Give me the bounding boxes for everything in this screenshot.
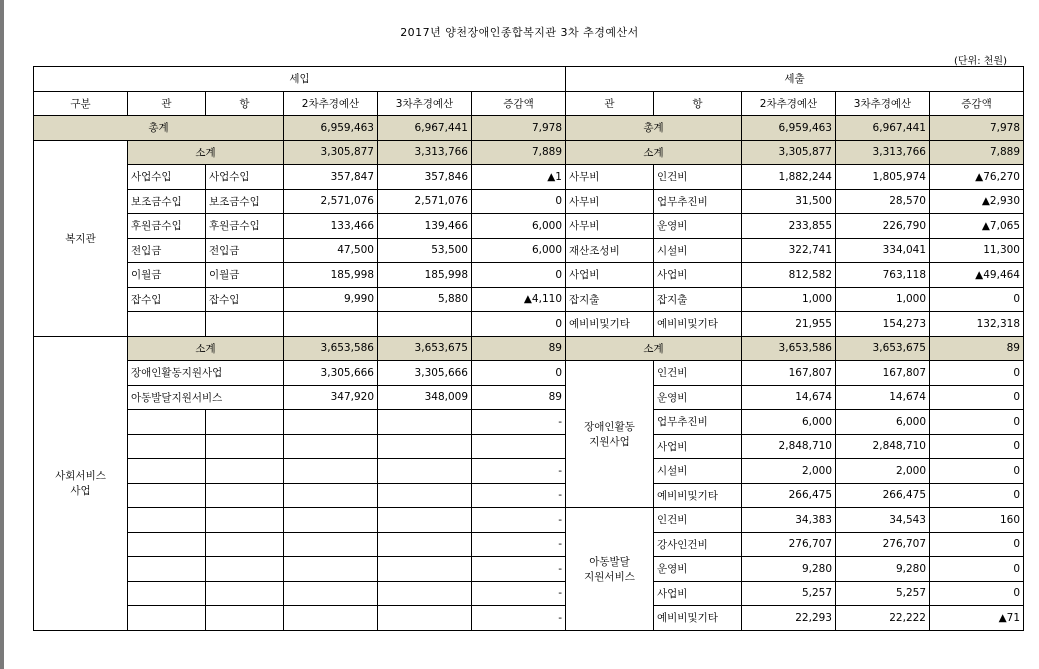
social-subtotal-exdiff: 89 <box>930 336 1024 361</box>
expense-budget3-cell: 334,041 <box>836 238 930 263</box>
income-diff-cell: ▲1 <box>472 165 566 190</box>
expense-diff-cell: ▲7,065 <box>930 214 1024 239</box>
expense-hang-cell: 예비비및기타 <box>654 483 742 508</box>
expense-diff-cell: 0 <box>930 410 1024 435</box>
expense-diff-cell: 11,300 <box>930 238 1024 263</box>
income-budget3-cell <box>378 483 472 508</box>
expense-diff-cell: 0 <box>930 483 1024 508</box>
expense-budget3-cell: 167,807 <box>836 361 930 386</box>
income-hang-cell <box>206 606 284 631</box>
table-row <box>34 508 1024 533</box>
income-budget2-cell <box>284 312 378 337</box>
expense-budget2-cell: 5,257 <box>742 581 836 606</box>
income-hang-cell: 사업수입 <box>206 165 284 190</box>
income-budget3-cell: 357,846 <box>378 165 472 190</box>
total-expense-budget3: 6,967,441 <box>836 116 930 141</box>
income-hang-cell <box>206 434 284 459</box>
expense-budget2-cell: 22,293 <box>742 606 836 631</box>
expense-budget3-cell: 34,543 <box>836 508 930 533</box>
col-header-gwan: 관 <box>128 91 206 116</box>
table-row <box>34 214 1024 239</box>
income-diff-cell: - <box>472 606 566 631</box>
total-income-budget3: 6,967,441 <box>378 116 472 141</box>
table-row <box>34 434 1024 459</box>
income-budget3-cell <box>378 606 472 631</box>
table-row <box>34 165 1024 190</box>
welfare-subtotal-row <box>34 140 1024 165</box>
group2-line1: 아동발달 <box>589 555 630 568</box>
expense-diff-cell: 0 <box>930 287 1024 312</box>
welfare-subtotal-in3: 3,313,766 <box>378 140 472 165</box>
expense-hang-cell: 시설비 <box>654 238 742 263</box>
header-row-columns <box>34 91 1024 116</box>
expense-budget2-cell: 34,383 <box>742 508 836 533</box>
expense-budget2-cell: 167,807 <box>742 361 836 386</box>
income-hang-cell <box>206 312 284 337</box>
expense-hang-cell: 잡지출 <box>654 287 742 312</box>
table-row <box>34 532 1024 557</box>
col-header-budget2: 2차추경예산 <box>284 91 378 116</box>
income-budget2-cell <box>284 434 378 459</box>
window-left-edge <box>0 0 4 669</box>
table-row <box>34 287 1024 312</box>
expense-budget2-cell: 266,475 <box>742 483 836 508</box>
income-budget3-cell <box>378 312 472 337</box>
income-budget2-cell <box>284 410 378 435</box>
expense-hang-cell: 시설비 <box>654 459 742 484</box>
social-subtotal-ex2: 3,653,586 <box>742 336 836 361</box>
expense-budget2-cell: 9,280 <box>742 557 836 582</box>
expense-hang-cell: 예비비및기타 <box>654 312 742 337</box>
income-budget3-cell <box>378 459 472 484</box>
income-budget3-cell: 348,009 <box>378 385 472 410</box>
income-budget2-cell: 9,990 <box>284 287 378 312</box>
income-diff-cell: - <box>472 410 566 435</box>
expense-budget3-cell: 226,790 <box>836 214 930 239</box>
expense-gwan-cell: 재산조성비 <box>566 238 654 263</box>
social-subtotal-in2: 3,653,586 <box>284 336 378 361</box>
income-gwan-cell <box>128 459 206 484</box>
income-gwan-cell: 사업수입 <box>128 165 206 190</box>
income-diff-cell: - <box>472 508 566 533</box>
income-diff-cell: 0 <box>472 312 566 337</box>
income-diff-cell: 89 <box>472 385 566 410</box>
income-hang-cell <box>206 581 284 606</box>
income-budget2-cell: 47,500 <box>284 238 378 263</box>
expense-hang-cell: 강사인건비 <box>654 532 742 557</box>
expense-hang-cell: 사업비 <box>654 434 742 459</box>
expense-gwan-cell: 사무비 <box>566 165 654 190</box>
expense-budget3-cell: 6,000 <box>836 410 930 435</box>
income-budget3-cell: 3,305,666 <box>378 361 472 386</box>
expense-hang-cell: 인건비 <box>654 165 742 190</box>
income-gwan-cell: 후원금수입 <box>128 214 206 239</box>
income-gwan-cell <box>128 483 206 508</box>
expense-hang-cell: 운영비 <box>654 557 742 582</box>
income-hang-cell: 전입금 <box>206 238 284 263</box>
table-row <box>34 385 1024 410</box>
expense-diff-cell: ▲2,930 <box>930 189 1024 214</box>
expense-budget2-cell: 276,707 <box>742 532 836 557</box>
income-budget3-cell <box>378 508 472 533</box>
income-header: 세입 <box>34 67 566 92</box>
expense-gwan-cell: 예비비및기타 <box>566 312 654 337</box>
income-diff-cell: - <box>472 557 566 582</box>
income-budget2-cell <box>284 581 378 606</box>
income-gwan-cell: 아동발달지원서비스 <box>128 385 284 410</box>
expense-diff-cell: 0 <box>930 385 1024 410</box>
expense-budget3-cell: 763,118 <box>836 263 930 288</box>
expense-budget3-cell: 1,000 <box>836 287 930 312</box>
income-budget2-cell <box>284 508 378 533</box>
social-category-line2: 사업 <box>70 485 91 497</box>
col-header-expense-budget3: 3차추경예산 <box>836 91 930 116</box>
col-header-diff: 증감액 <box>472 91 566 116</box>
income-diff-cell: ▲4,110 <box>472 287 566 312</box>
expense-budget2-cell: 2,848,710 <box>742 434 836 459</box>
total-income-budget2: 6,959,463 <box>284 116 378 141</box>
expense-header: 세출 <box>566 67 1024 92</box>
income-budget2-cell <box>284 606 378 631</box>
expense-hang-cell: 예비비및기타 <box>654 606 742 631</box>
budget-table <box>33 66 1024 631</box>
expense-hang-cell: 업무추진비 <box>654 410 742 435</box>
social-subtotal-row <box>34 336 1024 361</box>
expense-gwan-cell: 사무비 <box>566 214 654 239</box>
income-diff-cell: 0 <box>472 263 566 288</box>
income-diff-cell: - <box>472 459 566 484</box>
expense-budget2-cell: 1,882,244 <box>742 165 836 190</box>
expense-budget2-cell: 6,000 <box>742 410 836 435</box>
income-diff-cell: - <box>472 483 566 508</box>
income-hang-cell <box>206 532 284 557</box>
table-row <box>34 263 1024 288</box>
col-header-expense-budget2: 2차추경예산 <box>742 91 836 116</box>
expense-hang-cell: 인건비 <box>654 361 742 386</box>
income-budget2-cell <box>284 483 378 508</box>
col-header-expense-diff: 증감액 <box>930 91 1024 116</box>
expense-diff-cell: 0 <box>930 532 1024 557</box>
income-diff-cell: 0 <box>472 361 566 386</box>
expense-budget3-cell: 276,707 <box>836 532 930 557</box>
income-diff-cell: - <box>472 532 566 557</box>
income-gwan-cell <box>128 312 206 337</box>
expense-hang-cell: 업무추진비 <box>654 189 742 214</box>
expense-diff-cell: 0 <box>930 434 1024 459</box>
social-subtotal-indiff: 89 <box>472 336 566 361</box>
welfare-subtotal-label-expense: 소계 <box>566 140 742 165</box>
total-label-income: 총계 <box>34 116 284 141</box>
income-budget2-cell <box>284 459 378 484</box>
expense-diff-cell: 0 <box>930 581 1024 606</box>
expense-diff-cell: 0 <box>930 557 1024 582</box>
income-budget2-cell <box>284 532 378 557</box>
income-budget2-cell: 133,466 <box>284 214 378 239</box>
social-subtotal-label-expense: 소계 <box>566 336 742 361</box>
expense-diff-cell: ▲76,270 <box>930 165 1024 190</box>
expense-budget3-cell: 154,273 <box>836 312 930 337</box>
income-budget3-cell: 5,880 <box>378 287 472 312</box>
col-header-expense-gwan: 관 <box>566 91 654 116</box>
social-subtotal-ex3: 3,653,675 <box>836 336 930 361</box>
income-budget3-cell: 2,571,076 <box>378 189 472 214</box>
welfare-subtotal-ex3: 3,313,766 <box>836 140 930 165</box>
expense-budget3-cell: 28,570 <box>836 189 930 214</box>
income-budget3-cell: 139,466 <box>378 214 472 239</box>
expense-budget3-cell: 14,674 <box>836 385 930 410</box>
expense-budget2-cell: 21,955 <box>742 312 836 337</box>
income-hang-cell <box>206 459 284 484</box>
income-gwan-cell <box>128 410 206 435</box>
group1-line2: 지원사업 <box>589 436 630 448</box>
expense-diff-cell: 0 <box>930 361 1024 386</box>
expense-gwan-cell: 잡지출 <box>566 287 654 312</box>
welfare-subtotal-in2: 3,305,877 <box>284 140 378 165</box>
welfare-category-label: 복지관 <box>34 140 128 336</box>
expense-budget2-cell: 14,674 <box>742 385 836 410</box>
expense-budget2-cell: 1,000 <box>742 287 836 312</box>
expense-budget3-cell: 2,848,710 <box>836 434 930 459</box>
welfare-subtotal-indiff: 7,889 <box>472 140 566 165</box>
expense-diff-cell: ▲71 <box>930 606 1024 631</box>
table-row <box>34 483 1024 508</box>
income-gwan-cell: 이월금 <box>128 263 206 288</box>
income-gwan-cell: 전입금 <box>128 238 206 263</box>
col-header-expense-hang: 항 <box>654 91 742 116</box>
welfare-subtotal-exdiff: 7,889 <box>930 140 1024 165</box>
social-category-line1: 사회서비스 <box>55 470 106 482</box>
income-hang-cell <box>206 483 284 508</box>
social-subtotal-label: 소계 <box>128 336 284 361</box>
income-budget2-cell: 347,920 <box>284 385 378 410</box>
expense-budget2-cell: 812,582 <box>742 263 836 288</box>
expense-group-child-development <box>566 508 654 631</box>
income-hang-cell <box>206 508 284 533</box>
income-budget2-cell <box>284 557 378 582</box>
income-diff-cell: 0 <box>472 189 566 214</box>
table-row <box>34 361 1024 386</box>
col-header-hang: 항 <box>206 91 284 116</box>
income-budget2-cell: 357,847 <box>284 165 378 190</box>
total-expense-budget2: 6,959,463 <box>742 116 836 141</box>
income-gwan-cell <box>128 532 206 557</box>
table-row <box>34 606 1024 631</box>
income-gwan-cell: 장애인활동지원사업 <box>128 361 284 386</box>
expense-budget3-cell: 2,000 <box>836 459 930 484</box>
expense-budget2-cell: 2,000 <box>742 459 836 484</box>
income-gwan-cell <box>128 557 206 582</box>
income-hang-cell <box>206 410 284 435</box>
income-gwan-cell <box>128 581 206 606</box>
total-expense-diff: 7,978 <box>930 116 1024 141</box>
income-hang-cell: 후원금수입 <box>206 214 284 239</box>
expense-hang-cell: 사업비 <box>654 581 742 606</box>
welfare-subtotal-label: 소계 <box>128 140 284 165</box>
income-budget2-cell: 2,571,076 <box>284 189 378 214</box>
income-budget3-cell <box>378 557 472 582</box>
income-hang-cell: 보조금수입 <box>206 189 284 214</box>
social-subtotal-in3: 3,653,675 <box>378 336 472 361</box>
income-diff-cell: 6,000 <box>472 238 566 263</box>
income-hang-cell <box>206 557 284 582</box>
col-header-budget3: 3차추경예산 <box>378 91 472 116</box>
expense-budget2-cell: 233,855 <box>742 214 836 239</box>
table-row <box>34 459 1024 484</box>
income-gwan-cell: 보조금수입 <box>128 189 206 214</box>
expense-budget2-cell: 322,741 <box>742 238 836 263</box>
expense-diff-cell: ▲49,464 <box>930 263 1024 288</box>
table-row <box>34 189 1024 214</box>
header-row-top <box>34 67 1024 92</box>
income-budget2-cell: 3,305,666 <box>284 361 378 386</box>
income-budget3-cell: 53,500 <box>378 238 472 263</box>
table-row <box>34 581 1024 606</box>
social-category-label <box>34 336 128 630</box>
income-diff-cell: 6,000 <box>472 214 566 239</box>
table-row <box>34 238 1024 263</box>
income-gwan-cell: 잡수입 <box>128 287 206 312</box>
income-diff-cell: - <box>472 581 566 606</box>
expense-hang-cell: 사업비 <box>654 263 742 288</box>
expense-budget3-cell: 266,475 <box>836 483 930 508</box>
expense-budget3-cell: 1,805,974 <box>836 165 930 190</box>
income-budget3-cell <box>378 410 472 435</box>
expense-gwan-cell: 사업비 <box>566 263 654 288</box>
table-row <box>34 410 1024 435</box>
income-budget2-cell: 185,998 <box>284 263 378 288</box>
income-budget3-cell <box>378 434 472 459</box>
income-gwan-cell <box>128 606 206 631</box>
table-row <box>34 312 1024 337</box>
expense-budget2-cell: 31,500 <box>742 189 836 214</box>
total-row <box>34 116 1024 141</box>
expense-budget3-cell: 5,257 <box>836 581 930 606</box>
group2-line2: 지원서비스 <box>584 570 635 583</box>
expense-hang-cell: 운영비 <box>654 214 742 239</box>
unit-label: (단위: 천원) <box>954 56 1007 67</box>
table-row <box>34 557 1024 582</box>
income-gwan-cell <box>128 434 206 459</box>
total-income-diff: 7,978 <box>472 116 566 141</box>
income-diff-cell <box>472 434 566 459</box>
income-gwan-cell <box>128 508 206 533</box>
expense-diff-cell: 132,318 <box>930 312 1024 337</box>
expense-budget3-cell: 9,280 <box>836 557 930 582</box>
expense-group-disability-support <box>566 361 654 508</box>
group1-line1: 장애인활동 <box>584 421 635 433</box>
income-hang-cell: 잡수입 <box>206 287 284 312</box>
expense-budget3-cell: 22,222 <box>836 606 930 631</box>
expense-gwan-cell: 사무비 <box>566 189 654 214</box>
income-budget3-cell: 185,998 <box>378 263 472 288</box>
expense-hang-cell: 인건비 <box>654 508 742 533</box>
income-hang-cell: 이월금 <box>206 263 284 288</box>
expense-hang-cell: 운영비 <box>654 385 742 410</box>
document-title: 2017년 양천장애인종합복지관 3차 추경예산서 <box>400 26 639 39</box>
expense-diff-cell: 160 <box>930 508 1024 533</box>
income-budget3-cell <box>378 532 472 557</box>
col-header-category: 구분 <box>34 91 128 116</box>
total-label-expense: 총계 <box>566 116 742 141</box>
welfare-subtotal-ex2: 3,305,877 <box>742 140 836 165</box>
income-budget3-cell <box>378 581 472 606</box>
expense-diff-cell: 0 <box>930 459 1024 484</box>
